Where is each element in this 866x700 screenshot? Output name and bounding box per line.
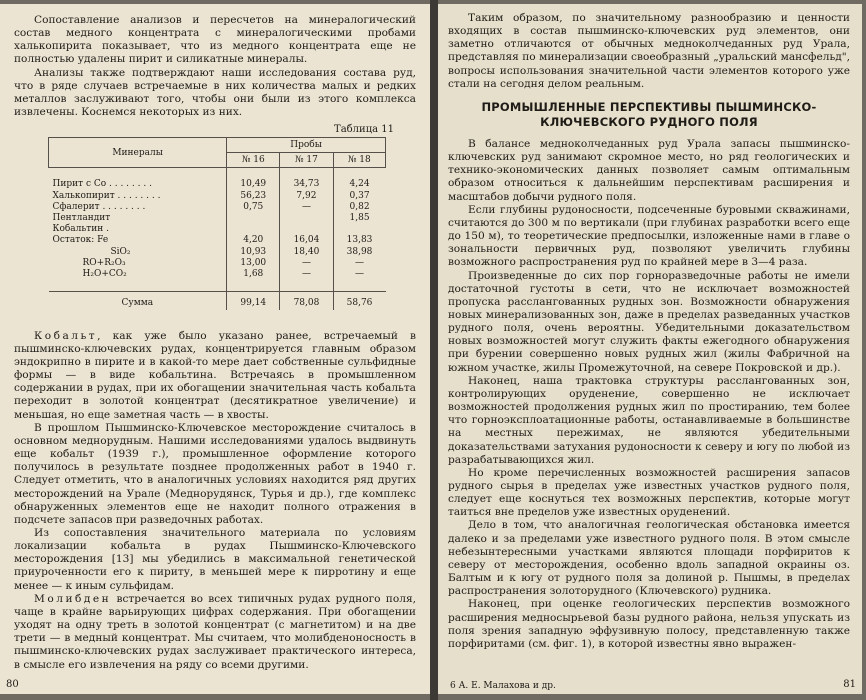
- value-17: [280, 213, 333, 224]
- probe-17-header: № 17: [280, 153, 333, 168]
- value-18: 13,83: [333, 235, 385, 246]
- mineral-name: Сфалерит . . . . . . . .: [52, 201, 146, 212]
- section-heading: ПРОМЫШЛЕННЫЕ ПЕРСПЕКТИВЫ ПЫШМИНСКО-КЛЮЧЕВСКОГО РУДНОГО ПОЛЯ: [481, 99, 817, 129]
- history-paragraph: В прошлом Пышминско-Ключевское месторождение считалось в основном меднорудным. Нашими исследованиями удалось выдвинуть еще кобальт (1939 г.), промышленное оформление которого получилось в результате позднее продолженных работ в 1940 г. Следует отметить, что в аналогичных условиях находится ряд других месторождений на Урале (Меднорудянск, Турья и др.), где комплекс обнаруженных элементов еще не находит полного отражения в подсчете запасов при разведочных работах.: [14, 421, 416, 526]
- value-18: 0,37: [333, 191, 385, 202]
- value-17: 16,04: [280, 235, 333, 246]
- value-17: —: [280, 202, 333, 213]
- value-16: 10,93: [227, 247, 280, 258]
- table-caption: Таблица 11: [334, 124, 394, 136]
- mineral-name: Пирит с Со . . . . . . . .: [52, 179, 152, 190]
- left-page: [0, 4, 430, 694]
- right-paragraph-5: Но кроме перечисленных возможностей расширения запасов рудного сырья в пределах уже известных участков рудного поля, следует еще коснуться тех возможных перспектив, которые могут таиться вне пределов уже известных оруденений.: [448, 466, 850, 519]
- value-16: 1,68: [227, 269, 280, 280]
- value-16: [227, 213, 280, 224]
- cobalt-term: Кобальт: [34, 329, 98, 342]
- molybdenum-paragraph: [14, 593, 416, 672]
- right-paragraph-3: Произведенные до сих пор горноразведочные работы не имели достаточной густоты в сети, что не исключает возможностей пропуска расслангованных рудных зон. Возможности обнаружения новых минерализованных зон, даже в пределах разведанных участков рудного поля, очень вероятны. Убедительными доказательством новых возможностей могут служить факты ежегодного обнаружения при бурении совершенно новых рудных жил (жилы Фабричной на южном участке, жилы Промежуточной, на севере Покровской и др.).: [448, 269, 850, 374]
- mineral-name: SiO₂: [110, 246, 131, 257]
- mineral-name: Пентландит: [52, 213, 111, 224]
- mineral-name: Кобальтин .: [52, 224, 109, 235]
- value-16: 4,20: [227, 235, 280, 246]
- value-16: 0,75: [227, 202, 280, 213]
- book-gutter: [430, 0, 438, 700]
- table-row: [49, 179, 386, 190]
- table-row: [49, 235, 386, 246]
- value-17: 34,73: [280, 179, 333, 190]
- sum-18: 58,76: [333, 292, 385, 310]
- value-18: 38,98: [333, 247, 385, 258]
- value-17: 7,92: [280, 191, 333, 202]
- value-18: —: [333, 269, 385, 280]
- table-row: [49, 213, 386, 224]
- value-17: —: [280, 269, 333, 280]
- table-row: [49, 258, 386, 269]
- right-paragraph-6: Дело в том, что аналогичная геологическая обстановка имеется далеко и за пределами уже известного рудного поля. В этом смысле небезынтересными участками являются площади порфиритов к северу от месторождения, особенно вдоль западной окраины оз. Балтым и к югу от рудного поля за долиной р. Пышмы, в пределах распространения золоторудного (Ключевского) рудника.: [448, 519, 850, 598]
- sum-row: [49, 292, 386, 310]
- value-17: 18,40: [280, 247, 333, 258]
- table-row: [49, 269, 386, 280]
- value-16: 13,00: [227, 258, 280, 269]
- value-18: —: [333, 258, 385, 269]
- probe-18-header: № 18: [333, 153, 385, 168]
- minerals-table: [48, 137, 386, 309]
- value-16: [227, 224, 280, 235]
- table-row: [49, 202, 386, 213]
- minerals-column-header: Минералы: [49, 138, 227, 168]
- cobalt-paragraph: [14, 330, 416, 422]
- right-paragraph-4: Наконец, наша трактовка структуры расслангованных зон, контролирующих оруденение, совершенно не исключает возможностей продолжения рудных жил по простиранию, тем более что горноэксплоатационные работы, останавливаемые в большинстве на местных пережимах, не являются убедительными доказательствами затухания рудоносности к северу и югу по любой из разрабатывающихся жил.: [448, 374, 850, 466]
- right-intro-paragraph: Таким образом, по значительному разнообразию и ценности входящих в состав пышминско-ключевских руд элементов, они заметно отличаются от обычных медноколчеданных руд Урала, представляя по минерализации своеобразный „уральский мансфельд", вопросы использования значительной части элементов которого уже стали на сегодня делом реальным.: [448, 12, 850, 90]
- sum-16: 99,14: [227, 292, 280, 310]
- value-18: 4,24: [333, 179, 385, 190]
- sum-label: Сумма: [49, 292, 227, 310]
- intro-paragraph-2: Анализы также подтверждают наши исследования состава руд, что в ряде случаев встречаемые в них количества малых и редких металлов заслуживают того, чтобы они были из этого комплекса извлечены. Коснемся некоторых из них.: [14, 66, 416, 119]
- intro-paragraph-1: Сопоставление анализов и пересчетов на минералогический состав медного концентрата с минералогическими пробами халькопирита показывает, что из медного концентрата еще не полностью удалены пирит и силикатные минералы.: [14, 14, 416, 66]
- value-18: [333, 224, 385, 235]
- probe-16-header: № 16: [227, 153, 280, 168]
- cobalt-text: , как уже было указано ранее, встречаемый в пышминско-ключевских рудах, концентрируется главным образом эндокрипно в пирите и в какой-то мере дает собственные сульфидные формы — в виде кобальтина. Встречаясь в промышленном содержании в рудах, при их обогащении значительная часть кобальта переходит в золотой концентрат (десятикратное увеличение) и меньшая, но еще заметная часть — в хвосты.: [14, 329, 416, 421]
- probes-column-header: Пробы: [227, 138, 386, 153]
- molybdenum-term: Молибден: [34, 592, 112, 605]
- table-row: [49, 224, 386, 235]
- value-17: —: [280, 258, 333, 269]
- value-18: 0,82: [333, 202, 385, 213]
- right-paragraph-1: В балансе медноколчеданных руд Урала запасы пышминско-ключевских руд занимают скромное место, но ряд геологических и технико-экономических данных позволяет самым оптимальным образом относиться к дальнейшим перспективам расширения и масштабов добычи рудного поля.: [448, 137, 850, 203]
- value-16: 10,49: [227, 179, 280, 190]
- sum-17: 78,08: [280, 292, 333, 310]
- signature-mark: 6 А. Е. Малахова и др.: [450, 681, 556, 691]
- right-page: [438, 4, 862, 694]
- mineral-name: H₂O+CO₂: [82, 269, 127, 280]
- table-row: [49, 247, 386, 258]
- value-16: 56,23: [227, 191, 280, 202]
- comparison-paragraph: Из сопоставления значительного материала по условиям локализации кобальта в рудах Пышминско-Ключевского месторождения [13] мы убедились в максимальной генетической приуроченности его к пириту, в меньшей мере к пирротину и еще менее — к иным сульфидам.: [14, 527, 416, 592]
- right-paragraph-2: Если глубины рудоносности, подсеченные буровыми скважинами, считаются до 300 м по вертикали (при глубинах разработки всего еще до 150 м), то теоретические предпосылки, изложенные нами в главе о зональности первичных руд, позволяют увеличить глубины возможного распространения руд по крайней мере в 3—4 раза.: [448, 203, 850, 269]
- mineral-name: RO+R₂O₃: [82, 257, 126, 268]
- molybdenum-text: встречается во всех типичных рудах рудного поля, чаще в крайне варьирующих цифрах содержания. При обогащении уходят на одну треть в золотой концентрат (с магнетитом) и на две трети — в медный концентрат. Мы считаем, что молибденоносность в пышминско-ключевских рудах заслуживает практического интереса, в смысле его извлечения на ряду со всеми другими.: [14, 592, 416, 671]
- table-row: [49, 191, 386, 202]
- page-number-right: 81: [843, 679, 856, 690]
- right-paragraph-7: Наконец, при оценке геологических перспектив возможного расширения медносырьевой базы рудного района, нельзя упускать из поля зрения западную эффузивную полосу, представленную также порфиритами (см. фиг. 1), в которой известны явно выражен-: [448, 598, 850, 650]
- value-17: [280, 224, 333, 235]
- mineral-name: Остаток: Fe: [52, 235, 109, 246]
- page-number-left: 80: [6, 679, 19, 690]
- mineral-name: Халькопирит . . . . . . . .: [52, 190, 161, 201]
- value-18: 1,85: [333, 213, 385, 224]
